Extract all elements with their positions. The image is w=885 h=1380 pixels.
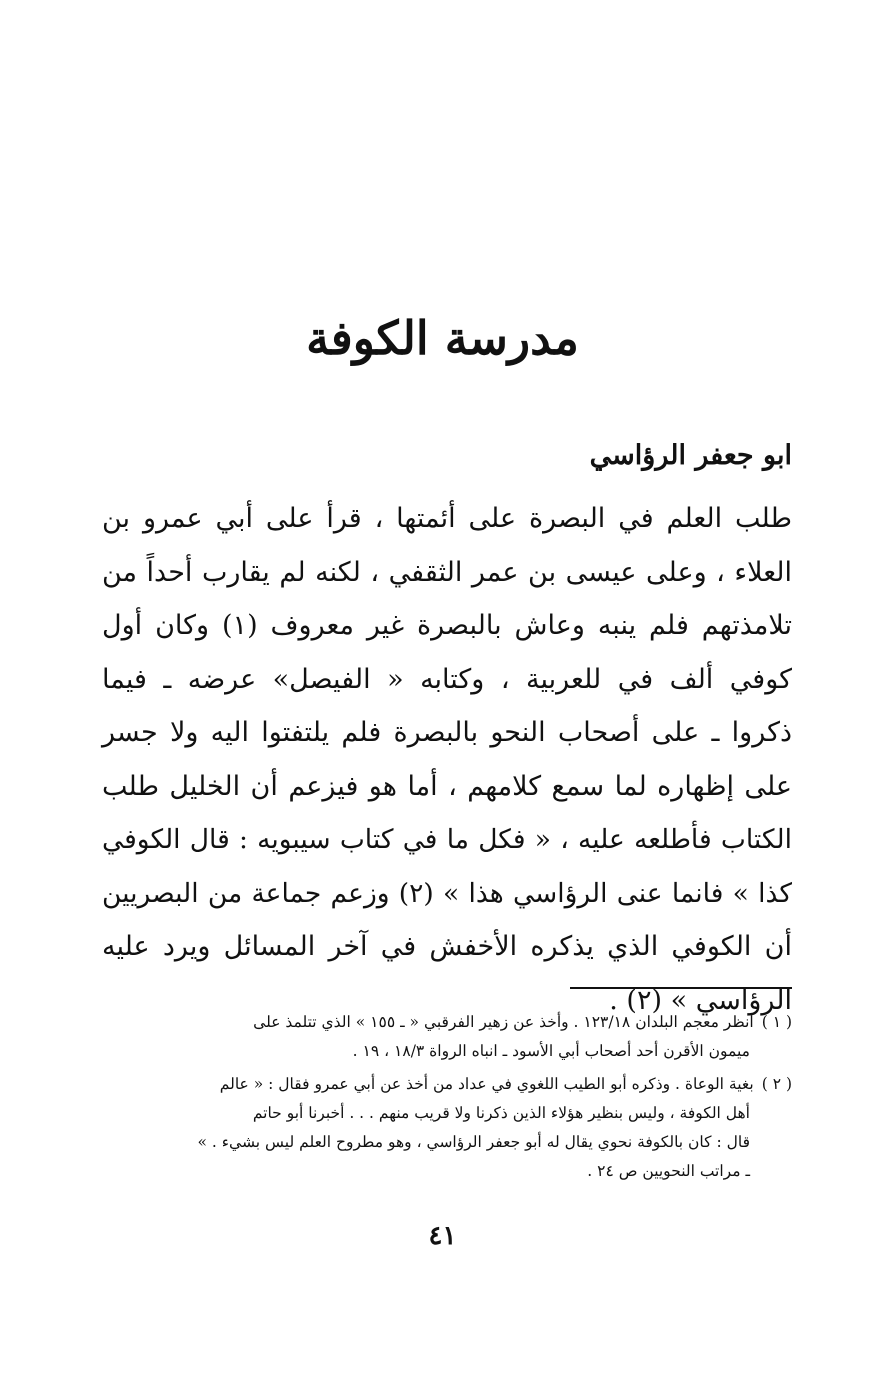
body-line: العلاء ، وعلى عيسى بن عمر الثقفي ، لكنه لم يقارب أحداً من [102, 556, 792, 588]
body-line: كذا » فانما عنى الرؤاسي هذا » (٢) وزعم جماعة من البصريين [102, 877, 792, 909]
footnote-text: انظر معجم البلدان ١٢٣/١٨ . وأخذ عن زهير الفرقبي « ـ ١٥٥ » الذي تتلمذ على [253, 1013, 754, 1031]
page-number: ٤١ [428, 1221, 457, 1251]
section-heading: ابو جعفر الرؤاسي [589, 440, 792, 471]
body-paragraph [102, 492, 792, 1027]
footnotes [102, 1008, 792, 1190]
footnote-line: أهل الكوفة ، وليس بنظير هؤلاء الذين ذكرنا ولا قريب منهم . . . أخبرنا أبو حاتم [252, 1104, 750, 1122]
footnote-line: ميمون الأقرن أحد أصحاب أبي الأسود ـ انباه الرواة ١٨/٣ ، ١٩ . [352, 1042, 750, 1060]
body-line: على إظهاره لما سمع كلامهم ، أما هو فيزعم أن الخليل طلب [102, 770, 792, 802]
body-line: تلامذتهم فلم ينبه وعاش بالبصرة غير معروف (١) وكان أول [102, 610, 792, 641]
footnote-2 [102, 1070, 792, 1186]
footnote-line [102, 1070, 792, 1099]
footnote-line: قال : كان بالكوفة نحوي يقال له أبو جعفر الرؤاسي ، وهو مطروح العلم ليس بشيء . » [197, 1133, 750, 1151]
body-line: كوفي ألف في للعربية ، وكتابه « الفيصل» عرضه ـ فيما [102, 663, 792, 695]
footnote-number: ( ٢ ) [761, 1075, 792, 1093]
footnote-divider [570, 987, 792, 989]
footnote-number: ( ١ ) [761, 1013, 792, 1031]
body-line: الكتاب فأطلعه عليه ، « فكل ما في كتاب سيبويه : قال الكوفي [102, 824, 792, 855]
body-line: طلب العلم في البصرة على أئمتها ، قرأ على أبي عمرو بن [102, 503, 792, 534]
footnote-1 [102, 1008, 792, 1066]
body-line: أن الكوفي الذي يذكره الأخفش في آخر المسائل ويرد عليه [102, 931, 792, 962]
body-line: ذكروا ـ على أصحاب النحو بالبصرة فلم يلتفتوا اليه ولا جسر [102, 717, 792, 748]
chapter-title: مدرسة الكوفة [306, 311, 579, 365]
footnote-line [102, 1008, 792, 1037]
footnote-line: ـ مراتب النحويين ص ٢٤ . [587, 1162, 750, 1180]
body-line: الرؤاسي » (٢) . [609, 984, 792, 1016]
footnote-text: بغية الوعاة . وذكره أبو الطيب اللغوي في عداد من أخذ عن أبي عمرو فقال : « عالم [219, 1075, 754, 1093]
